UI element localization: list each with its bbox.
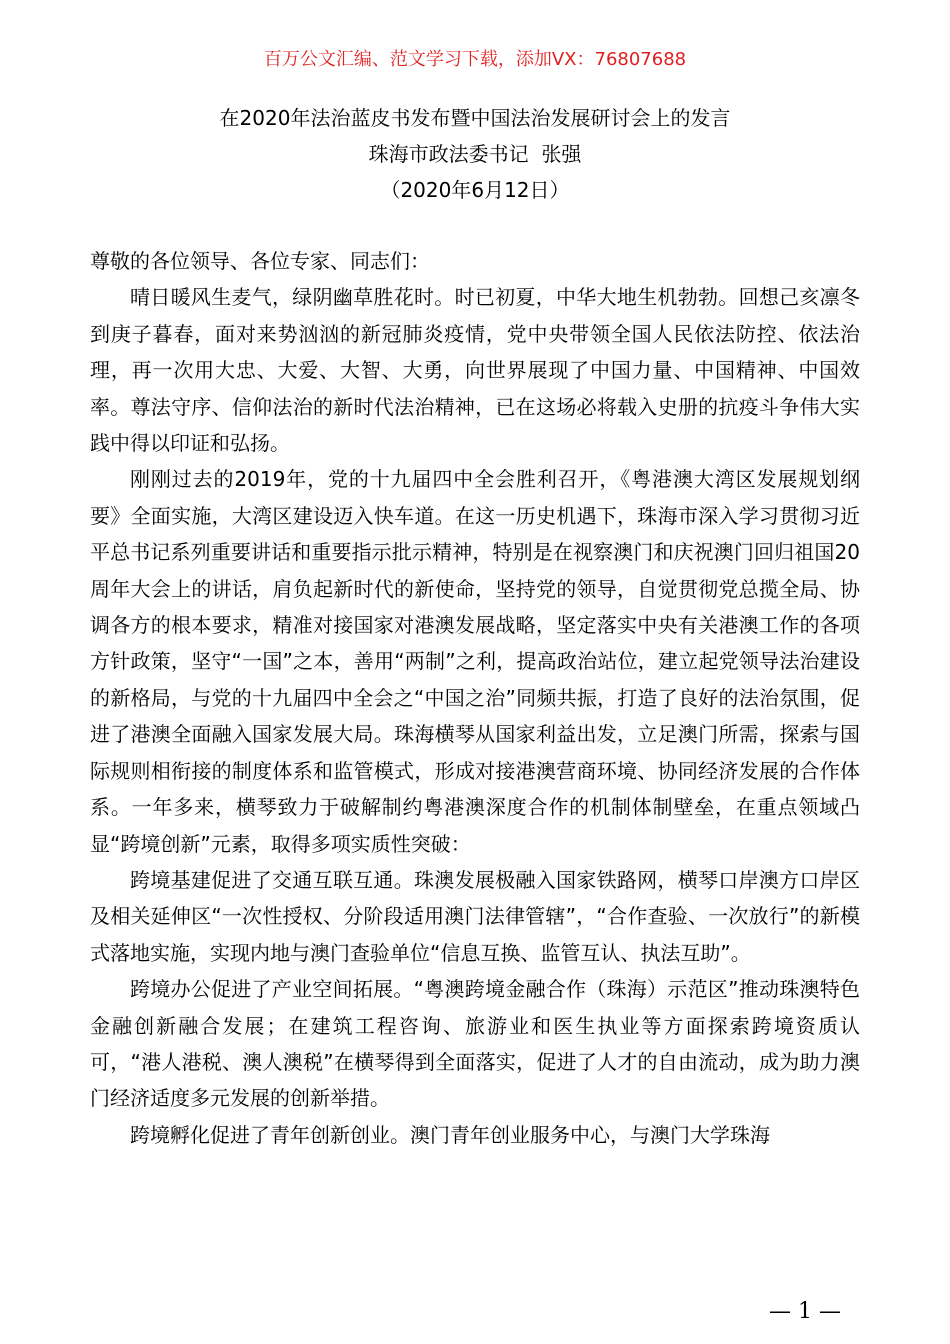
paragraph-cross-border-incubation: 跨境孵化促进了青年创新创业。澳门青年创业服务中心，与澳门大学珠海 xyxy=(130,1122,770,1147)
watermark-text: 百万公文汇编、范文学习下载，添加VX：76807688 xyxy=(263,49,687,70)
speaker-line: 珠海市政法委书记 张强 xyxy=(368,142,582,166)
paragraph-opening: 晴日暖风生麦气，绿阴幽草胜花时。时已初夏，中华大地生机勃勃。回想己亥凛冬到庚子暮春，面对来势汹汹的新冠肺炎疫情，党中央带领全国人民依法防控、依法治理，再一次用大忠、大爱、大智、大勇，向世界展现了中国力量、中国精神、中国效率。尊法守序、信仰法治的新时代法治精神，已在这场必将载入史册的抗疫斗争伟大实践中得以印证和弘扬。 xyxy=(90,285,860,456)
document-title: 在2020年法治蓝皮书发布暨中国法治发展研讨会上的发言 xyxy=(219,106,731,130)
paragraph-cross-border-infrastructure: 跨境基建促进了交通互联互通。珠澳发展极融入国家铁路网，横琴口岸澳方口岸区及相关延伸区“一次性授权、分阶段适用澳门法律管辖”，“合作查验、一次放行”的新模式落地实施，实现内地与澳门查验单位“信息互换、监管互认、执法互助”。 xyxy=(90,867,860,965)
paragraph-cross-border-office: 跨境办公促进了产业空间拓展。“粤澳跨境金融合作（珠海）示范区”推动珠澳特色金融创新融合发展；在建筑工程咨询、旅游业和医生执业等方面探索跨境资质认可，“港人港税、澳人澳税”在横琴得到全面落实，促进了人才的自由流动，成为助力澳门经济适度多元发展的创新举措。 xyxy=(90,977,860,1111)
speech-body xyxy=(90,243,860,1153)
speech-date: （2020年6月12日） xyxy=(380,178,570,202)
paragraph-2019-review: 刚刚过去的2019年，党的十九届四中全会胜利召开，《粤港澳大湾区发展规划纲要》全面实施，大湾区建设迈入快车道。在这一历史机遇下，珠海市深入学习贯彻习近平总书记系列重要讲话和重要指示批示精神，特别是在视察澳门和庆祝澳门回归祖国20周年大会上的讲话，肩负起新时代的新使命，坚持党的领导，自觉贯彻党总揽全局、协调各方的根本要求，精准对接国家对港澳发展战略，坚定落实中央有关港澳工作的各项方针政策，坚守“一国”之本，善用“两制”之利，提高政治站位，建立起党领导法治建设的新格局，与党的十九届四中全会之“中国之治”同频共振，打造了良好的法治氛围，促进了港澳全面融入国家发展大局。珠海横琴从国家利益出发，立足澳门所需，探索与国际规则相衔接的制度体系和监管模式，形成对接港澳营商环境、协同经济发展的合作体系。一年多来，横琴致力于破解制约粤港澳深度合作的机制体制壁垒，在重点领域凸显“跨境创新”元素，取得多项实质性突破： xyxy=(90,467,860,856)
title-block xyxy=(0,100,950,208)
salutation: 尊敬的各位领导、各位专家、同志们： xyxy=(90,249,430,273)
page-number: — 1 — xyxy=(769,1299,841,1324)
